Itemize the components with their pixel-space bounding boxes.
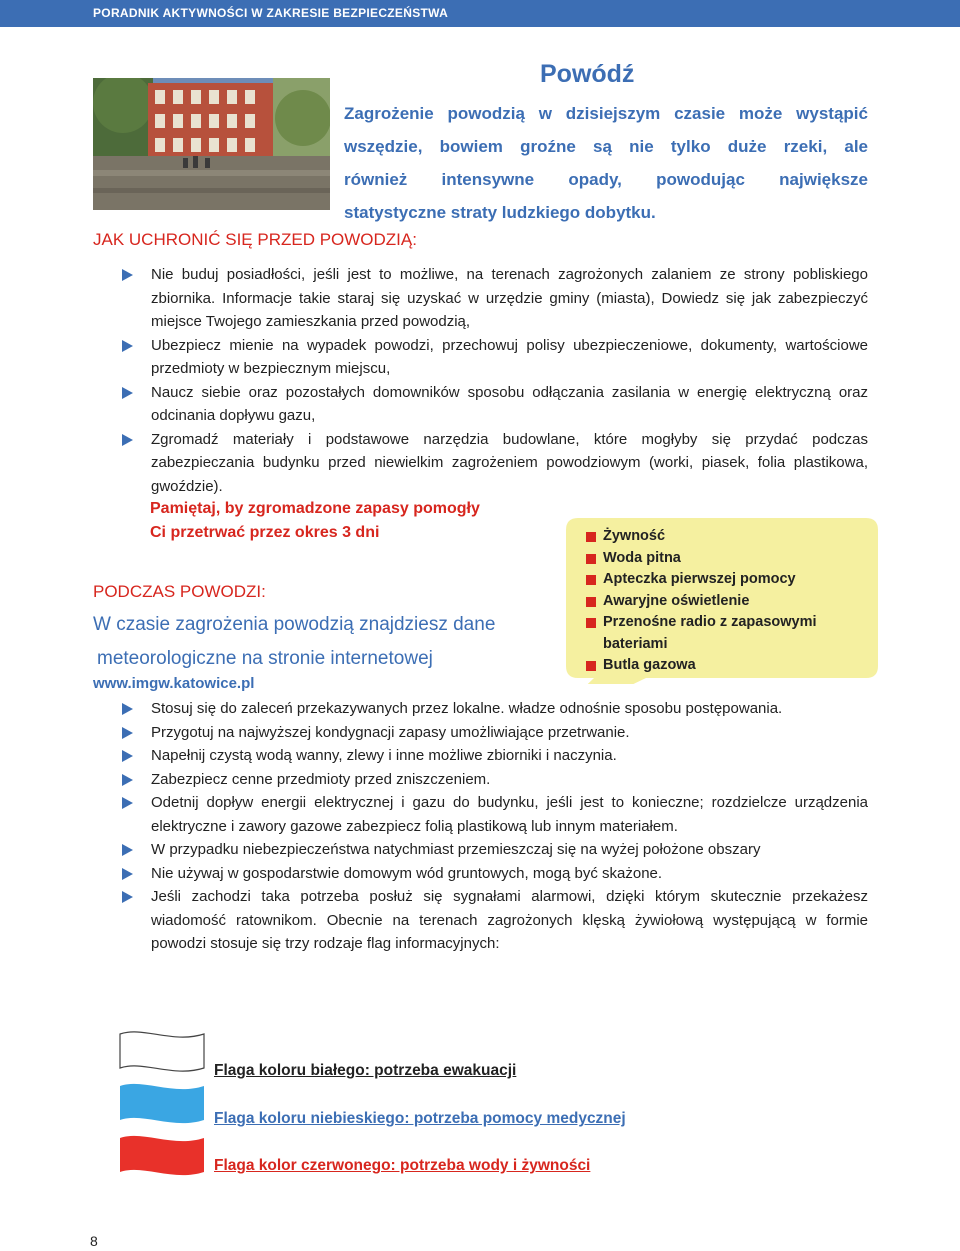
square-bullet-icon [586,532,596,542]
square-bullet-icon [586,661,596,671]
warning-text: W czasie zagrożenia powodzią znajdziesz dane [93,614,496,635]
intro-line: Zagrożenie powodzią w dzisiejszym czasie może wystąpić [344,104,868,123]
intro-line: statystyczne straty ludzkiego dobytku. [344,203,656,222]
list-item: Zabezpiecz cenne przedmioty przed zniszczeniem. [118,768,868,792]
flood-photo-image [93,78,330,210]
list-item: Nie buduj posiadłości, jeśli jest to możliwe, na terenach zagrożonych zalaniem ze strony pobliskiego zbiornika. Informacje takie staraj się uzyskać w urzędzie gminy (miasta), Dowiedz się jak zabezpieczyć miejsce Twojego zamieszkania przed powodzią, [118,263,868,334]
triangle-bullet-icon [122,727,133,739]
list-item: Zgromadź materiały i podstawowe narzędzia budowlane, które mogłyby się przydać podczas zabezpieczania budynku przed niewielkim zagrożeniem powodziowym (worki, piasek, folia plastikowa, gwoździe). [118,428,868,499]
supplies-list [586,526,836,677]
triangle-bullet-icon [122,340,133,352]
triangle-bullet-icon [122,844,133,856]
warning-text: meteorologiczne na stronie internetowej [97,648,433,669]
remember-line: Pamiętaj, by zgromadzone zapasy pomogły [150,500,480,517]
remember-line: Ci przetrwać przez okres 3 dni [150,524,380,541]
page-number: 8 [90,1233,98,1249]
supply-item: Butla gazowa [586,655,836,677]
list-item: Przygotuj na najwyższej kondygnacji zapasy umożliwiające przetrwanie. [118,721,868,745]
triangle-bullet-icon [122,797,133,809]
blue-flag-icon [120,1084,204,1123]
page-title: Powódź [540,60,635,88]
white-flag-icon [120,1032,204,1071]
list-item: Naucz siebie oraz pozostałych domowników sposobu odłączania zasilania w energię elektryczną oraz odcinania dopływu gazu, [118,381,868,428]
flag-label-red: Flaga kolor czerwonego: potrzeba wody i żywności [214,1157,591,1174]
supply-item: Apteczka pierwszej pomocy [586,569,836,591]
list-item: Napełnij czystą wodą wanny, zlewy i inne możliwe zbiorniki i naczynia. [118,744,868,768]
triangle-bullet-icon [122,434,133,446]
square-bullet-icon [586,554,596,564]
supply-item: Awaryjne oświetlenie [586,591,836,613]
supply-item: Woda pitna [586,548,836,570]
list-item: Odetnij dopływ energii elektrycznej i gazu do budynku, jeśli jest to konieczne; rozdzielcze urządzenia elektryczne i zawory gazowe zabezpiecz folią plastikową lub innym materiałem. [118,791,868,838]
triangle-bullet-icon [122,750,133,762]
section-title: PORADNIK AKTYWNOŚCI W ZAKRESIE BEZPIECZEŃSTWA [93,6,449,20]
triangle-bullet-icon [122,774,133,786]
triangle-bullet-icon [122,269,133,281]
triangle-bullet-icon [122,387,133,399]
flag-label-blue: Flaga koloru niebieskiego: potrzeba pomocy medycznej [214,1110,626,1127]
red-flag-icon [120,1136,204,1175]
remember-note [150,497,480,545]
triangle-bullet-icon [122,868,133,880]
header-bar [0,0,960,27]
flag-label-white: Flaga koloru białego: potrzeba ewakuacji [214,1062,517,1079]
flood-photo [93,78,330,210]
website-link[interactable]: www.imgw.katowice.pl [93,675,255,692]
list-item: Nie używaj w gospodarstwie domowym wód gruntowych, mogą być skażone. [118,862,868,886]
during-heading: PODCZAS POWODZI: [93,582,266,601]
supply-item: Przenośne radio z zapasowymi bateriami [586,612,836,655]
square-bullet-icon [586,618,596,628]
intro-paragraph [344,97,868,229]
during-list [118,697,868,956]
square-bullet-icon [586,575,596,585]
list-item: Stosuj się do zaleceń przekazywanych przez lokalne. władze odnośnie sposobu postępowania. [118,697,868,721]
flags-illustration [118,1030,208,1180]
intro-line: również intensywne opady, powodując największe [344,170,868,189]
intro-line: wszędzie, bowiem groźne są nie tylko duże rzeki, ale [344,137,868,156]
triangle-bullet-icon [122,891,133,903]
list-item: W przypadku niebezpieczeństwa natychmiast przemieszczaj się na wyżej położone obszary [118,838,868,862]
before-list [118,263,868,498]
square-bullet-icon [586,597,596,607]
triangle-bullet-icon [122,703,133,715]
list-item: Ubezpiecz mienie na wypadek powodzi, przechowuj polisy ubezpieczeniowe, dokumenty, wartościowe przedmioty w bezpiecznym miejscu, [118,334,868,381]
supply-item: Żywność [586,526,836,548]
list-item: Jeśli zachodzi taka potrzeba posłuż się sygnałami alarmowi, dzięki którym skutecznie przekażesz wiadomość ratownikom. Obecnie na terenach zagrożonych klęską żywiołową występującą w formie powodzi stosuje się trzy rodzaje flag informacyjnych: [118,885,868,956]
before-heading: JAK UCHRONIĆ SIĘ PRZED POWODZIĄ: [93,230,417,249]
